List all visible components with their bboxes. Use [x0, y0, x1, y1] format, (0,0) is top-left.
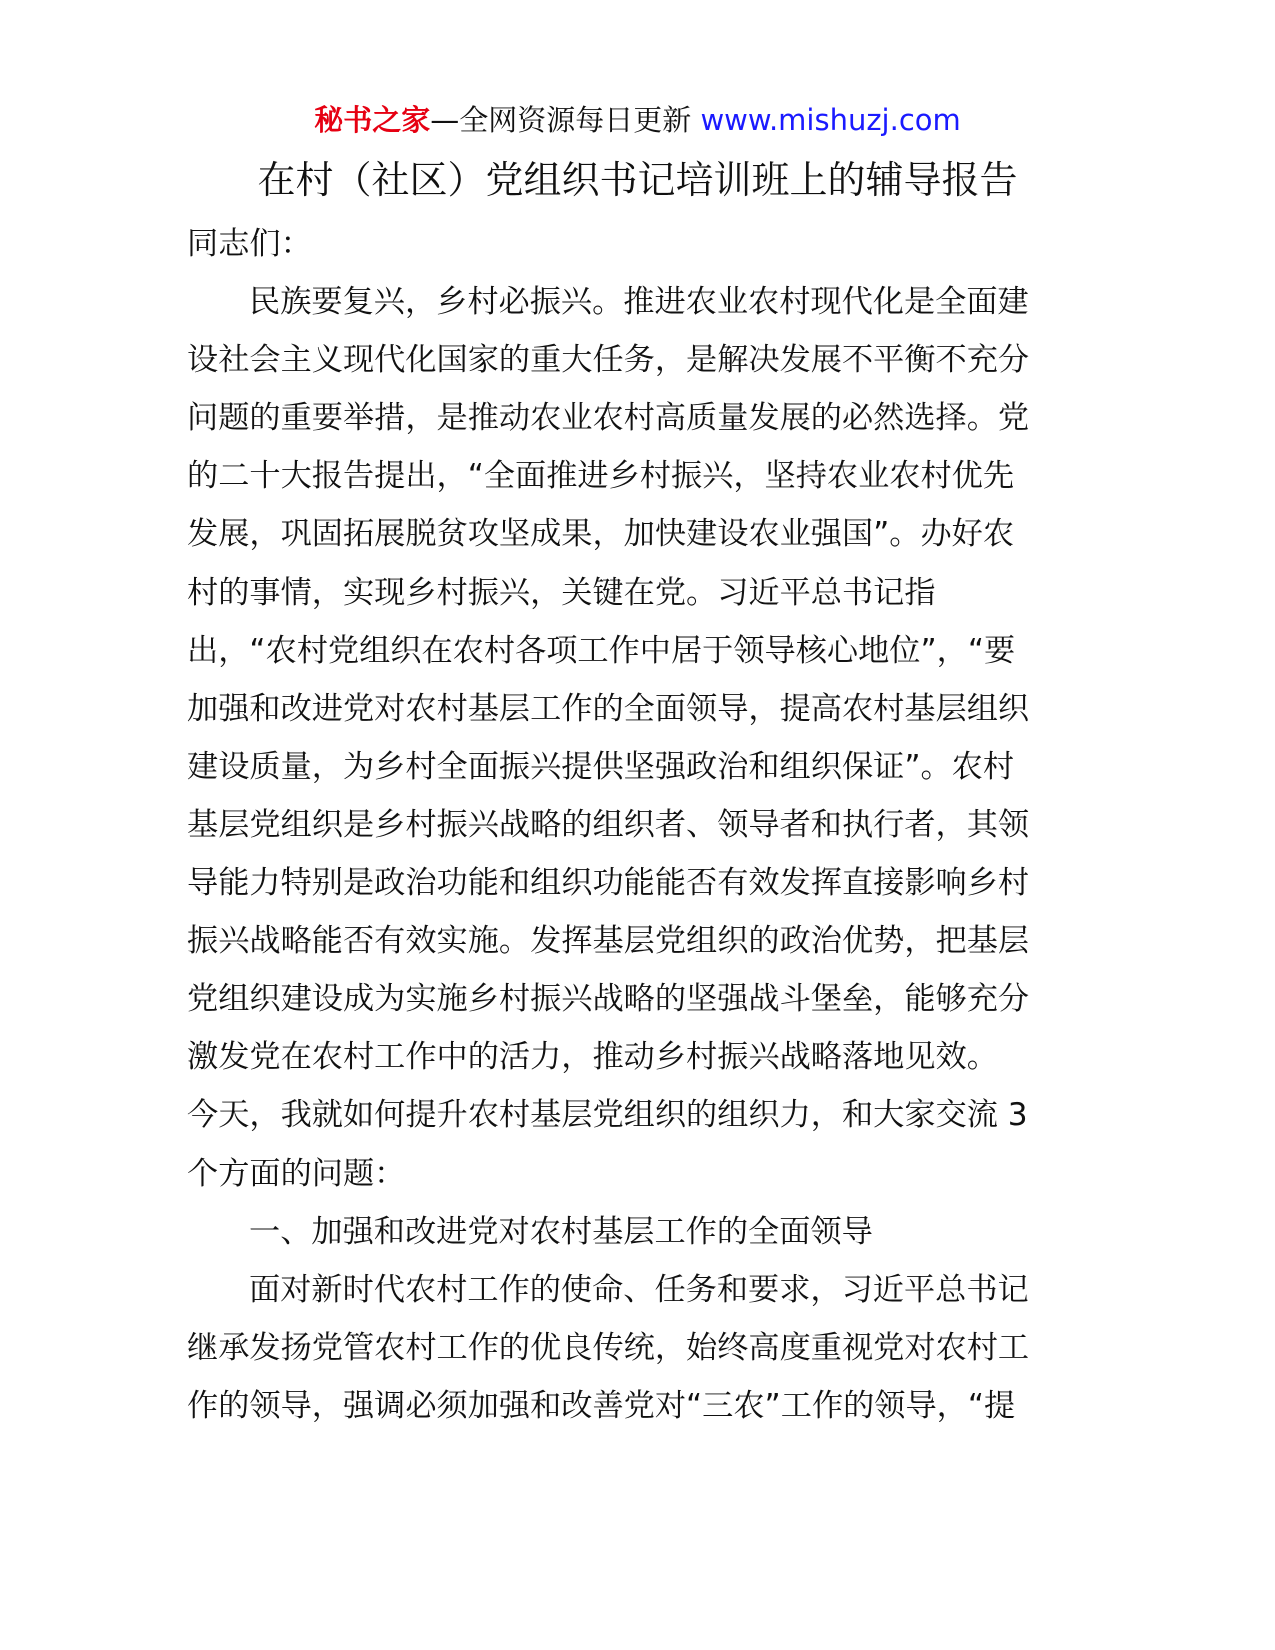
body-line: 发展，巩固拓展脱贫攻坚成果，加快建设农业强国”。办好农	[187, 516, 1015, 553]
document-title: 在村（社区）党组织书记培训班上的辅导报告	[257, 158, 1018, 202]
body-line: 设社会主义现代化国家的重大任务，是解决发展不平衡不充分	[187, 342, 1030, 379]
body-line: 继承发扬党管农村工作的优良传统，始终高度重视党对农村工	[187, 1329, 1030, 1366]
body-line: 激发党在农村工作中的活力，推动乡村振兴战略落地见效。	[187, 1039, 998, 1076]
site-brand: 秘书之家	[314, 103, 431, 137]
site-header	[0, 100, 1275, 140]
body-line: 党组织建设成为实施乡村振兴战略的坚强战斗堡垒，能够充分	[187, 981, 1030, 1018]
body-line: 建设质量，为乡村全面振兴提供坚强政治和组织保证”。农村	[187, 748, 1015, 785]
body-line: 作的领导，强调必须加强和改善党对“三农”工作的领导，“提	[187, 1387, 1016, 1424]
body-line: 出，“农村党组织在农村各项工作中居于领导核心地位”，“要	[187, 632, 1016, 669]
body-line: 的二十大报告提出，“全面推进乡村振兴，坚持农业农村优先	[187, 458, 1015, 495]
document-body	[187, 215, 1087, 1435]
body-line: 同志们：	[187, 226, 312, 262]
section-heading: 一、加强和改进党对农村基层工作的全面领导	[249, 1213, 873, 1250]
site-slogan: —全网资源每日更新	[430, 103, 701, 137]
body-line: 面对新时代农村工作的使命、任务和要求，习近平总书记	[249, 1271, 1029, 1308]
body-line: 问题的重要举措，是推动农业农村高质量发展的必然选择。党	[187, 400, 1030, 437]
body-line: 村的事情，实现乡村振兴，关键在党。习近平总书记指	[187, 574, 936, 611]
body-line: 民族要复兴，乡村必振兴。推进农业农村现代化是全面建	[249, 284, 1029, 321]
body-line: 振兴战略能否有效实施。发挥基层党组织的政治优势，把基层	[187, 923, 1030, 960]
site-url[interactable]: www.mishuzj.com	[700, 103, 961, 137]
body-line: 导能力特别是政治功能和组织功能能否有效发挥直接影响乡村	[187, 865, 1030, 902]
body-line: 今天，我就如何提升农村基层党组织的组织力，和大家交流 3	[187, 1097, 1028, 1134]
body-line: 加强和改进党对农村基层工作的全面领导，提高农村基层组织	[187, 690, 1030, 727]
body-line: 基层党组织是乡村振兴战略的组织者、领导者和执行者，其领	[187, 806, 1030, 843]
body-line: 个方面的问题：	[187, 1155, 406, 1192]
